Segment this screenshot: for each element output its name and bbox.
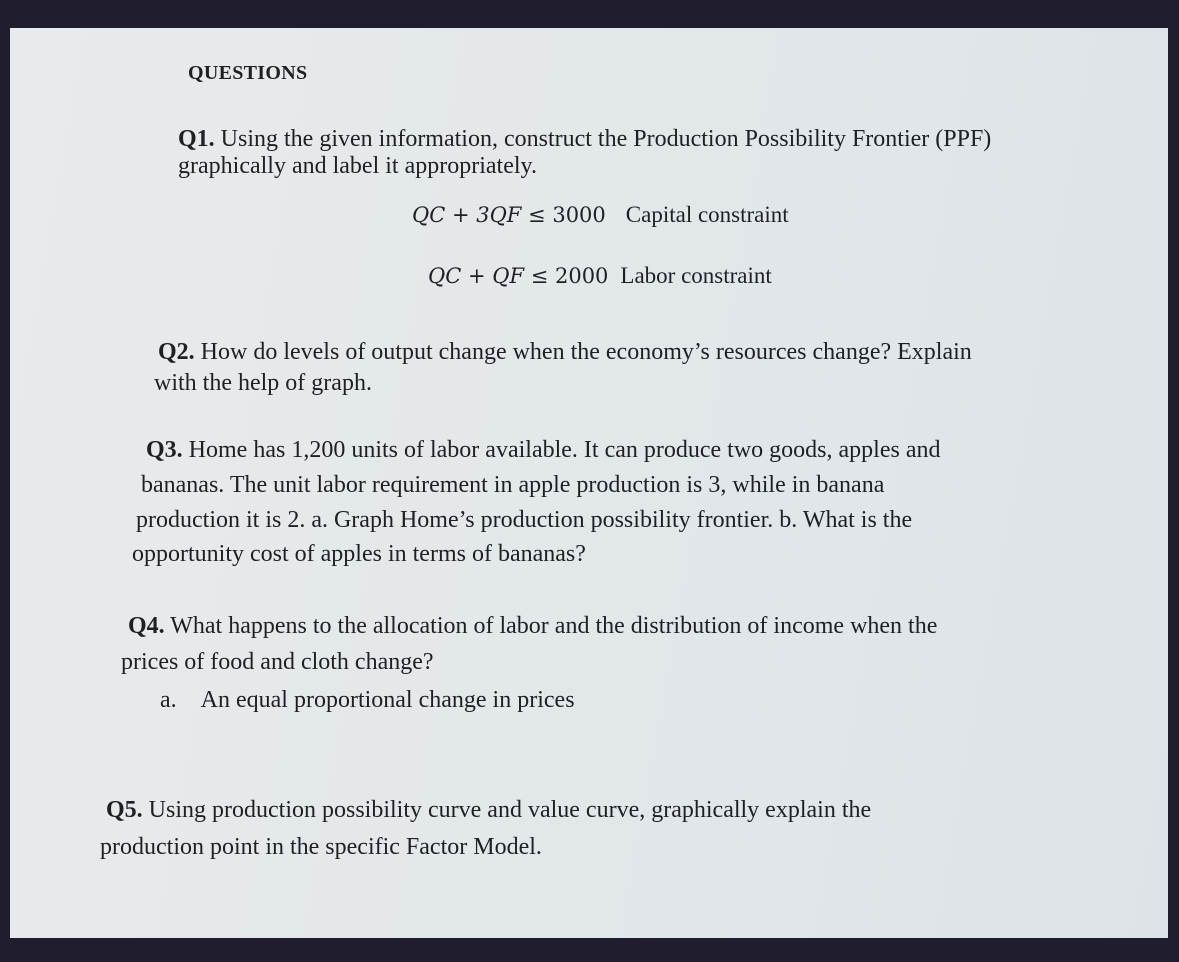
q4-label: Q4. <box>128 613 165 639</box>
capital-constraint-equation <box>412 202 789 229</box>
capital-constraint-rhs: 3000 <box>552 203 606 227</box>
q4-line-1 <box>128 613 937 640</box>
capital-constraint-label: Capital constraint <box>625 202 789 227</box>
q3-line-3: production it is 2. a. Graph Home’s production possibility frontier. b. What is the <box>136 507 913 533</box>
q1-label: Q1. <box>178 126 215 152</box>
q5-text-1: Using production possibility curve and value curve, graphically explain the <box>148 797 872 823</box>
q2-text-1: How do levels of output change when the economy’s resources change? Explain <box>200 339 972 365</box>
q3-line-4: opportunity cost of apples in terms of bananas? <box>132 541 586 567</box>
q2-line-2: with the help of graph. <box>154 370 372 396</box>
q5-line-1 <box>106 797 871 824</box>
q5-label: Q5. <box>106 797 143 823</box>
labor-constraint-rhs: 2000 <box>554 264 609 288</box>
labor-constraint-label: Labor constraint <box>620 263 772 288</box>
q3-line-2: bananas. The unit labor requirement in apple production is 3, while in banana <box>141 472 885 498</box>
q3-line-1 <box>146 437 940 464</box>
q2-label: Q2. <box>158 339 195 365</box>
q1-text-1: Using the given information, construct the Production Possibility Frontier (PPF) <box>220 126 992 152</box>
q3-label: Q3. <box>146 437 183 463</box>
labor-constraint-lhs: QC + QF ≤ <box>428 264 555 288</box>
q4-text-1: What happens to the allocation of labor and the distribution of income when the <box>170 613 938 639</box>
q4-item-marker: a. <box>160 687 177 713</box>
q1-line-2: graphically and label it appropriately. <box>178 153 537 179</box>
q5-line-2: production point in the specific Factor Model. <box>100 834 542 860</box>
capital-constraint-lhs: QC + 3QF ≤ <box>412 203 553 227</box>
q3-text-1: Home has 1,200 units of labor available. It can produce two goods, apples and <box>188 437 941 463</box>
q2-line-1 <box>158 339 972 366</box>
page-heading: QUESTIONS <box>188 62 308 84</box>
q4-line-2: prices of food and cloth change? <box>121 649 434 675</box>
q1-line-1 <box>178 126 991 153</box>
labor-constraint-equation <box>428 263 772 290</box>
q4-item-a <box>160 687 575 714</box>
q4-item-text: An equal proportional change in prices <box>200 687 575 713</box>
